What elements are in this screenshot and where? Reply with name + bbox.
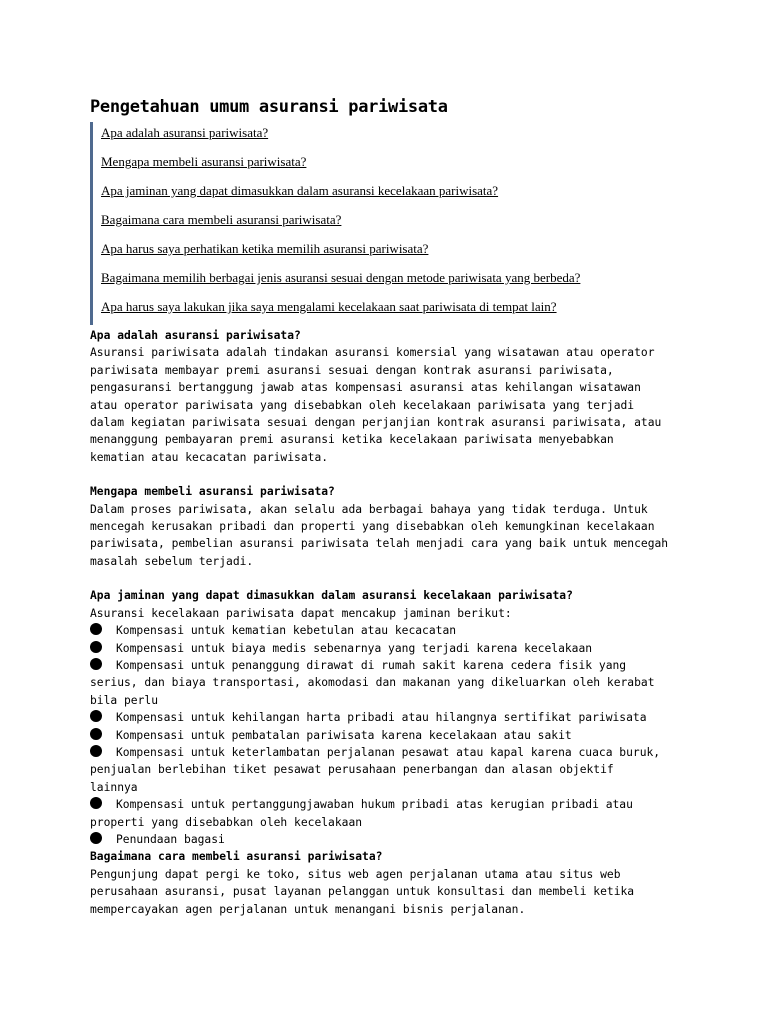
- spacer: [90, 570, 690, 587]
- bullet-text: Kompensasi untuk kehilangan harta pribadi atau hilangnya sertifikat pariwisata: [116, 711, 647, 725]
- bullet-dot-icon: [90, 641, 102, 653]
- bullet-item: [90, 622, 690, 639]
- bullet-item: [90, 744, 690, 761]
- bullet-text: Penundaan bagasi: [116, 832, 225, 846]
- paragraph-line: Pengunjung dapat pergi ke toko, situs web agen perjalanan utama atau situs web: [90, 867, 621, 881]
- bullet-continuation: bila perlu: [90, 693, 159, 707]
- paragraph-line: masalah sebelum terjadi.: [90, 554, 254, 568]
- bullet-text: Kompensasi untuk pembatalan pariwisata karena kecelakaan atau sakit: [116, 728, 572, 742]
- toc-link-2[interactable]: Mengapa membeli asuransi pariwisata?: [101, 154, 307, 169]
- page-title: Pengetahuan umum asuransi pariwisata: [90, 97, 448, 117]
- bullet-item: [90, 657, 690, 674]
- bullet-text: Kompensasi untuk keterlambatan perjalanan pesawat atau kapal karena cuaca buruk,: [116, 745, 661, 759]
- bullet-continuation: penjualan berlebihan tiket pesawat perusahaan penerbangan dan alasan objektif: [90, 763, 614, 777]
- toc-link-3[interactable]: Apa jaminan yang dapat dimasukkan dalam asuransi kecelakaan pariwisata?: [101, 183, 499, 198]
- toc-link-1[interactable]: Apa adalah asuransi pariwisata?: [101, 125, 269, 140]
- bullet-dot-icon: [90, 832, 102, 844]
- bullet-item: [90, 709, 690, 726]
- paragraph-line: Dalam proses pariwisata, akan selalu ada berbagai bahaya yang tidak terduga. Untuk: [90, 502, 648, 516]
- bullet-continuation: properti yang disebabkan oleh kecelakaan: [90, 815, 363, 829]
- section-heading-coverage: Apa jaminan yang dapat dimasukkan dalam asuransi kecelakaan pariwisata?: [90, 589, 573, 603]
- paragraph-line: menanggung pembayaran premi asuransi ketika kecelakaan pariwisata menyebabkan: [90, 433, 614, 447]
- toc-link-6[interactable]: Bagaimana memilih berbagai jenis asuransi sesuai dengan metode pariwisata yang berbeda?: [101, 270, 581, 285]
- paragraph-line: pariwisata, pembelian asuransi pariwisata telah menjadi cara yang baik untuk mencegah: [90, 537, 669, 551]
- toc-link-7[interactable]: Apa harus saya lakukan jika saya mengalami kecelakaan saat pariwisata di tempat lain?: [101, 299, 557, 314]
- paragraph-line: mempercayakan agen perjalanan untuk menangani bisnis perjalanan.: [90, 902, 526, 916]
- section-heading-why-buy: Mengapa membeli asuransi pariwisata?: [90, 485, 335, 499]
- section-heading-how-to-buy: Bagaimana cara membeli asuransi pariwisata?: [90, 850, 383, 864]
- table-of-contents: [90, 122, 691, 325]
- paragraph-line: atau operator pariwisata yang disebabkan oleh kecelakaan pariwisata yang terjadi: [90, 398, 635, 412]
- paragraph-line: Asuransi pariwisata adalah tindakan asuransi komersial yang wisatawan atau operator: [90, 346, 655, 360]
- bullet-item: [90, 640, 690, 657]
- bullet-text: Kompensasi untuk penanggung dirawat di rumah sakit karena cedera fisik yang: [116, 658, 627, 672]
- bullet-dot-icon: [90, 623, 102, 635]
- paragraph-line: pariwisata membayar premi asuransi sesuai dengan kontrak asuransi pariwisata,: [90, 363, 614, 377]
- bullet-continuation: lainnya: [90, 780, 138, 794]
- spacer: [90, 466, 690, 483]
- bullet-item: [90, 727, 690, 744]
- bullet-dot-icon: [90, 728, 102, 740]
- bullet-text: Kompensasi untuk kematian kebetulan atau kecacatan: [116, 624, 457, 638]
- section-heading-what-is: Apa adalah asuransi pariwisata?: [90, 329, 301, 342]
- bullet-text: Kompensasi untuk pertanggungjawaban hukum pribadi atas kerugian pribadi atau: [116, 798, 633, 812]
- bullet-continuation: serius, dan biaya transportasi, akomodasi dan makanan yang dikeluarkan oleh kerabat: [90, 676, 655, 690]
- document-body: [90, 327, 690, 918]
- bullet-dot-icon: [90, 745, 102, 757]
- paragraph-line: perusahaan asuransi, pusat layanan pelanggan untuk konsultasi dan membeli ketika: [90, 885, 635, 899]
- toc-link-5[interactable]: Apa harus saya perhatikan ketika memilih asuransi pariwisata?: [101, 241, 429, 256]
- paragraph-line: dalam kegiatan pariwisata sesuai dengan perjanjian kontrak asuransi pariwisata, atau: [90, 416, 662, 430]
- paragraph-line: kematian atau kecacatan pariwisata.: [90, 450, 329, 464]
- paragraph-line: pengasuransi bertanggung jawab atas kompensasi asuransi atas kehilangan wisatawan: [90, 381, 641, 395]
- bullet-item: [90, 796, 690, 813]
- bullet-dot-icon: [90, 797, 102, 809]
- document-page: [90, 96, 690, 918]
- bullet-item: [90, 831, 690, 848]
- paragraph-line: mencegah kerusakan pribadi dan properti yang disebabkan oleh kemungkinan kecelakaan: [90, 520, 655, 534]
- coverage-intro: Asuransi kecelakaan pariwisata dapat mencakup jaminan berikut:: [90, 606, 512, 620]
- bullet-text: Kompensasi untuk biaya medis sebenarnya yang terjadi karena kecelakaan: [116, 641, 593, 655]
- bullet-dot-icon: [90, 710, 102, 722]
- toc-link-4[interactable]: Bagaimana cara membeli asuransi pariwisata?: [101, 212, 342, 227]
- bullet-dot-icon: [90, 658, 102, 670]
